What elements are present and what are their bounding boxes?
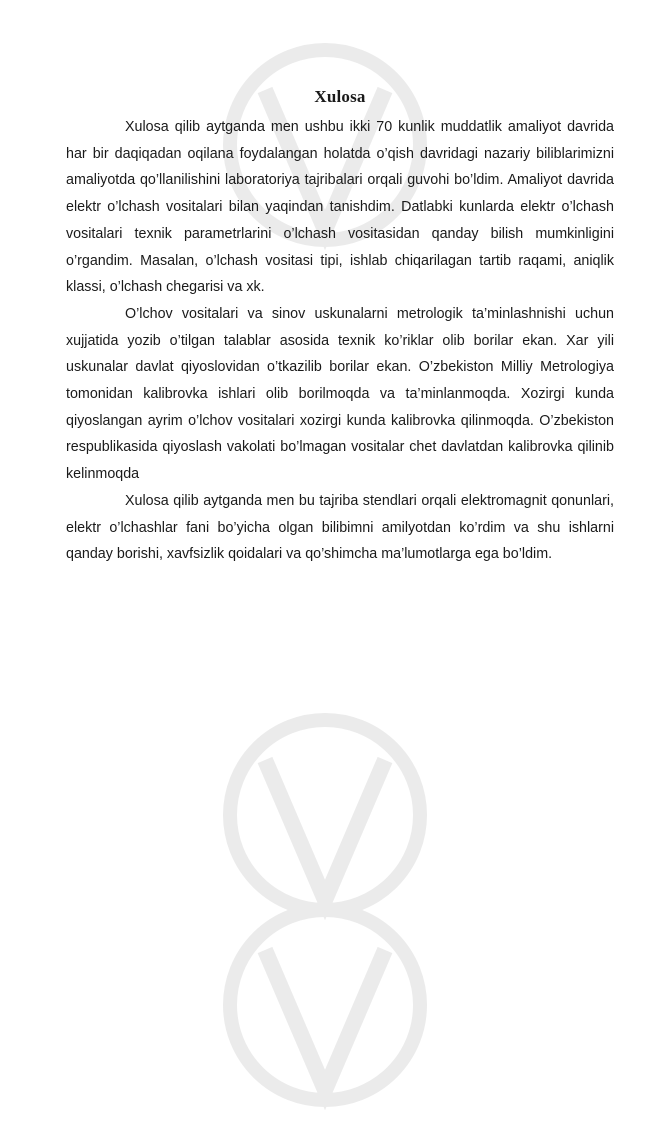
watermark-logo-middle bbox=[195, 700, 455, 930]
paragraph-2: O’lchov vositalari va sinov uskunalarni metrologik ta’minlashnishi uchun xujjatida yozib o’tilgan talablar asosida texnik ko’riklar olib borilar ekan. Xar yili uskunalar davlat qiyoslovidan o’tkazilib borilar ekan. O’zbekiston Milliy Metrologiya tomonidan kalibrovka ishlari olib borilmoqda va ta’minlanmoqda. Xozirgi kunda qiyoslangan ayrim o’lchov vositalari xozirgi kunda kalibrovka qilinmoqda. O’zbekiston respublikasida qiyoslash vakolati bo’lmagan vositalar chet davlatdan kalibrovka qilinib kelinmoqda bbox=[66, 305, 614, 483]
document-title: Xulosa bbox=[314, 87, 366, 106]
document-page bbox=[66, 84, 614, 568]
paragraph-3: Xulosa qilib aytganda men bu tajriba stendlari orqali elektromagnit qonunlari, elektr o’lchashlar fani bo’yicha olgan bilibimni amilyotdan ko’rdim va shu ishlarni qanday borishi, xavfsizlik qoidalari va qo’shimcha ma’lumotlarga ega bo’ldim. bbox=[66, 492, 614, 563]
watermark-logo-bottom bbox=[195, 890, 455, 1120]
paragraph-1: Xulosa qilib aytganda men ushbu ikki 70 kunlik muddatlik amaliyot davrida har bir daqiqadan oqilana foydalangan holatda o’qish davridagi nazariy biliblarimizni amaliyotda qo’llanilishini laboratoriya tajribalari orqali guvohi bo’ldim. Amaliyot davrida elektr o’lchash vositalari bilan yaqindan tanishdim. Datlabki kunlarda elektr o’lchash vositalari texnik parametrlarini o’lchash vositasidan qanday bilish mumkinligini o’rgandim. Masalan, o’lchash vositasi tipi, ishlab chiqarilagan tartib raqami, aniqlik klassi, o’lchash chegarisi va xk. bbox=[66, 119, 614, 296]
